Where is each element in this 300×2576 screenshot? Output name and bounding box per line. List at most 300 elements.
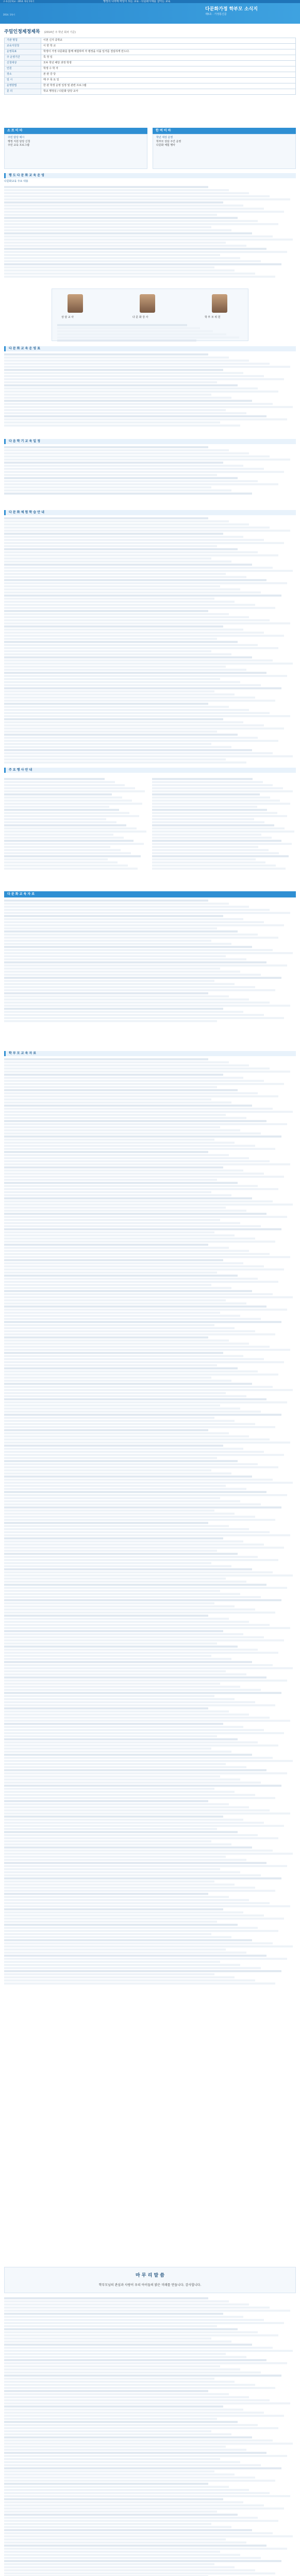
text-line — [4, 1145, 255, 1147]
text-line — [4, 1816, 223, 1818]
text-line — [4, 1748, 211, 1750]
text-line — [4, 2344, 252, 2346]
text-line — [4, 1683, 220, 1685]
text-line — [4, 635, 284, 637]
text-line — [4, 1355, 243, 1357]
text-line — [4, 653, 231, 655]
text-line — [4, 1714, 249, 1716]
text-line — [4, 1911, 243, 1913]
text-line — [4, 1469, 211, 1471]
text-line — [4, 1729, 264, 1731]
text-line — [4, 1754, 252, 1756]
text-line — [4, 1386, 273, 1388]
text-line — [4, 2399, 270, 2401]
text-line — [152, 793, 260, 795]
text-line — [4, 1831, 238, 1833]
text-line — [4, 2316, 243, 2318]
text-line — [4, 1244, 208, 1246]
text-line — [4, 1111, 293, 1113]
text-line — [4, 1581, 246, 1583]
text-line — [4, 539, 264, 541]
text-line — [4, 1454, 284, 1456]
text-line — [4, 2371, 261, 2374]
text-line — [4, 1556, 258, 1558]
text-line — [4, 1627, 290, 1629]
text-line — [4, 459, 290, 461]
text-line — [4, 1080, 264, 1082]
text-line — [4, 977, 281, 979]
text-line — [4, 2458, 220, 2460]
text-line — [4, 1086, 217, 1088]
text-line — [4, 1343, 249, 1345]
text-line — [4, 1599, 281, 1601]
text-line — [4, 2409, 243, 2411]
text-line — [4, 1732, 284, 1734]
text-line — [4, 2341, 231, 2343]
text-line — [4, 2297, 208, 2299]
info-key: 인원 — [5, 66, 41, 72]
text-line — [4, 1871, 240, 1873]
text-line — [4, 955, 226, 957]
text-line — [4, 721, 243, 723]
section-5 — [4, 510, 296, 765]
staff-text — [57, 323, 243, 343]
text-line — [4, 1105, 252, 1107]
info-value: 매 주 목 요 일 — [41, 77, 296, 83]
text-line — [4, 912, 290, 914]
text-line — [4, 1788, 214, 1790]
text-line — [4, 251, 287, 253]
text-line — [4, 2548, 287, 2550]
text-line — [4, 465, 243, 467]
text-line — [4, 582, 287, 584]
text-line — [4, 604, 255, 606]
text-line — [4, 1494, 287, 1496]
text-line — [4, 1559, 278, 1561]
text-line — [4, 821, 116, 823]
text-line — [4, 1707, 208, 1709]
text-line — [4, 2526, 231, 2528]
text-line — [4, 2359, 266, 2361]
text-line — [4, 700, 275, 702]
text-line — [4, 1132, 261, 1134]
text-line — [4, 1002, 270, 1004]
text-line — [4, 1516, 255, 1518]
text-line — [4, 752, 273, 754]
text-line — [4, 576, 246, 578]
text-line — [4, 715, 290, 717]
text-line — [4, 2455, 287, 2457]
text-line — [4, 391, 278, 393]
text-line — [4, 208, 264, 210]
text-line — [4, 1017, 284, 1019]
text-line — [4, 790, 145, 792]
text-line — [4, 1423, 255, 1425]
text-line — [4, 958, 246, 960]
text-line — [4, 1259, 223, 1261]
right-box-sub: 학년 대상 운영 — [156, 136, 173, 139]
text-line — [4, 740, 278, 742]
text-line — [4, 809, 119, 811]
info-key: 장소 — [5, 72, 41, 77]
text-line — [4, 1763, 226, 1765]
right-box-title: 한 여 이 마 — [153, 128, 296, 134]
text-line — [4, 1735, 217, 1737]
text-line — [4, 1299, 226, 1301]
text-line — [4, 1064, 249, 1066]
text-line — [4, 1769, 266, 1771]
text-line — [4, 1772, 287, 1774]
text-line — [4, 1649, 258, 1651]
text-line — [4, 1630, 223, 1632]
text-line — [4, 2303, 249, 2306]
text-line — [4, 455, 270, 457]
text-line — [4, 2452, 266, 2454]
text-line — [4, 2523, 211, 2525]
text-line — [4, 998, 249, 1001]
text-line — [4, 480, 258, 482]
info-row — [5, 60, 296, 66]
text-line — [152, 824, 274, 826]
text-line — [4, 2545, 266, 2547]
text-line — [4, 1166, 223, 1168]
text-line — [4, 232, 252, 234]
text-line — [4, 2331, 258, 2333]
text-line — [4, 952, 293, 954]
text-line — [4, 1791, 235, 1793]
text-line — [4, 1624, 270, 1626]
text-line — [4, 1404, 220, 1406]
text-line — [4, 2334, 278, 2336]
text-line — [4, 1262, 243, 1264]
text-line — [4, 1231, 214, 1233]
text-line — [4, 849, 121, 851]
info-row — [5, 66, 296, 72]
text-line — [4, 1020, 217, 1022]
text-line — [4, 1958, 287, 1960]
text-line — [4, 1952, 246, 1954]
text-line — [152, 784, 273, 786]
text-line — [4, 1077, 243, 1079]
text-line — [4, 1936, 231, 1938]
text-line — [4, 387, 258, 389]
text-line — [4, 1726, 243, 1728]
text-line — [4, 2443, 293, 2445]
text-line — [4, 1819, 243, 1821]
text-line — [4, 1389, 293, 1391]
text-line — [4, 1822, 264, 1824]
text-line — [4, 1621, 249, 1623]
text-line — [4, 1905, 290, 1907]
text-line — [4, 474, 217, 476]
text-line — [4, 743, 211, 745]
text-line — [4, 734, 238, 736]
text-line — [4, 961, 266, 963]
text-line — [4, 1204, 293, 1206]
text-line — [4, 675, 287, 677]
info-value: 모두 학년 해당 과정 학생 — [41, 60, 296, 66]
text-line — [152, 806, 257, 808]
text-line — [4, 1142, 235, 1144]
info-key: 주 운영기간 — [5, 55, 41, 60]
text-line — [4, 217, 238, 219]
text-line — [4, 1809, 270, 1811]
text-line — [4, 1364, 217, 1366]
text-line — [152, 803, 290, 805]
text-line — [4, 1432, 229, 1434]
text-line — [4, 1457, 217, 1459]
text-line — [4, 360, 249, 362]
banner-subtitle: 제5호 · 가정통신문 — [205, 13, 227, 16]
text-line — [4, 1398, 266, 1400]
text-line — [4, 831, 146, 833]
left-box-sub: 주민 담당 예시 — [8, 136, 25, 139]
text-line — [4, 2446, 226, 2448]
text-line — [4, 567, 273, 569]
text-line — [4, 1976, 235, 1978]
text-line — [4, 477, 238, 479]
text-line — [4, 1918, 284, 1920]
text-line — [4, 1806, 249, 1808]
text-line — [4, 1717, 270, 1719]
text-line — [4, 900, 208, 902]
text-line — [4, 2396, 249, 2398]
text-line — [4, 663, 293, 665]
text-line — [4, 1336, 208, 1338]
text-line — [4, 706, 229, 708]
text-line — [4, 2492, 270, 2494]
text-line — [4, 1574, 293, 1577]
text-line — [4, 1136, 281, 1138]
text-line — [4, 727, 284, 730]
text-line — [4, 598, 214, 600]
text-line — [4, 2532, 273, 2534]
text-line — [4, 536, 243, 538]
text-line — [4, 1101, 231, 1104]
text-line — [4, 1290, 252, 1292]
top-bar-left: 구·육성중학교 · 2014. 학년 1학기 — [3, 0, 35, 3]
text-line — [4, 2337, 211, 2340]
right-box — [153, 128, 296, 166]
text-line — [4, 1612, 275, 1614]
section-3-title: 다 문 화 교 육 운 영 표 — [4, 346, 296, 351]
text-line — [4, 1207, 226, 1209]
text-line — [4, 992, 208, 994]
text-line — [4, 517, 208, 519]
text-line — [4, 1766, 246, 1768]
text-line — [4, 1884, 235, 1886]
text-line — [4, 1670, 226, 1672]
text-line — [4, 2347, 273, 2349]
text-line — [57, 330, 213, 332]
text-line — [4, 1126, 220, 1128]
text-line — [4, 1642, 217, 1645]
section-3 — [4, 346, 296, 428]
text-line — [4, 1896, 229, 1898]
text-line — [4, 1256, 290, 1258]
info-value: 본 관 강 당 — [41, 72, 296, 77]
right-box-item-2: 다문화 체험 행사 — [156, 144, 175, 147]
text-line — [4, 2424, 258, 2426]
text-line — [4, 669, 246, 671]
text-line — [4, 1330, 255, 1332]
text-line — [4, 235, 273, 238]
text-line — [4, 1098, 211, 1100]
text-line — [4, 1738, 238, 1740]
text-line — [4, 214, 217, 216]
text-line — [4, 1401, 287, 1403]
info-row — [5, 43, 296, 49]
text-line — [4, 1117, 246, 1119]
text-line — [4, 579, 266, 581]
section-6-right — [152, 777, 296, 871]
text-line — [4, 1108, 273, 1110]
text-line — [4, 561, 231, 563]
info-row — [5, 83, 296, 89]
text-line — [4, 545, 217, 547]
text-line — [4, 1902, 270, 1904]
info-key: 문 의 — [5, 89, 41, 94]
text-line — [4, 1862, 266, 1864]
text-line — [4, 1333, 275, 1335]
text-line — [4, 903, 229, 905]
text-line — [4, 263, 281, 265]
text-line — [4, 446, 208, 448]
text-line — [4, 375, 264, 377]
text-line — [4, 551, 258, 553]
text-line — [4, 1445, 223, 1447]
text-line — [4, 425, 240, 427]
section-4-rows — [4, 446, 296, 495]
text-line — [4, 409, 226, 411]
text-line — [4, 852, 131, 854]
text-line — [4, 737, 258, 739]
text-line — [4, 601, 235, 603]
text-line — [4, 2511, 217, 2513]
text-line — [4, 201, 223, 204]
text-line — [4, 2507, 284, 2510]
text-line — [4, 1426, 275, 1428]
text-line — [4, 1605, 235, 1607]
text-line — [57, 324, 187, 326]
text-line — [4, 1874, 261, 1876]
text-line — [4, 273, 255, 275]
text-line — [4, 2566, 235, 2568]
text-line — [4, 1856, 226, 1858]
text-line — [4, 1979, 255, 1981]
staff-photo-3 — [212, 294, 227, 313]
section-6-left — [4, 777, 148, 871]
text-line — [4, 1250, 249, 1252]
text-line — [4, 1327, 235, 1329]
closing-section — [4, 2267, 296, 2576]
text-line — [4, 2412, 264, 2414]
text-line — [4, 2557, 261, 2559]
text-line — [4, 421, 220, 423]
text-line — [152, 815, 287, 817]
text-line — [4, 223, 278, 225]
text-line — [4, 1346, 270, 1348]
text-line — [4, 1482, 293, 1484]
text-line — [4, 384, 238, 386]
text-line — [4, 1778, 240, 1781]
text-line — [4, 1281, 278, 1283]
text-line — [4, 1472, 231, 1475]
text-line — [4, 1210, 246, 1212]
text-line — [4, 787, 135, 789]
info-key: 교육지원청 — [5, 43, 41, 49]
text-line — [4, 1562, 211, 1564]
text-line — [4, 1880, 214, 1883]
text-line — [152, 861, 265, 863]
text-line — [4, 1930, 278, 1932]
text-line — [4, 1479, 273, 1481]
text-line — [4, 1899, 249, 1901]
text-line — [4, 1058, 208, 1060]
text-line — [4, 1293, 273, 1295]
text-line — [4, 865, 128, 867]
text-line — [4, 800, 132, 802]
text-line — [4, 1414, 281, 1416]
text-line — [4, 2467, 281, 2469]
left-box-item-2: 주민 교육 프로그램 — [8, 144, 29, 147]
text-line — [4, 1154, 229, 1156]
text-line — [4, 1720, 290, 1722]
text-line — [4, 254, 220, 256]
text-line — [4, 1188, 278, 1190]
text-line — [4, 2421, 238, 2423]
text-line — [4, 1955, 266, 1957]
text-line — [4, 1253, 270, 1255]
banner-title: 다문화가정 학부모 소식지 — [205, 7, 258, 12]
section-5-title: 다 문 화 체 험 학 습 안 내 — [4, 510, 296, 515]
text-line — [4, 2310, 290, 2312]
staff-photo-2 — [140, 294, 155, 313]
text-line — [4, 1967, 261, 1969]
text-line — [4, 489, 231, 492]
text-line — [4, 927, 217, 929]
text-line — [4, 1222, 240, 1224]
text-line — [4, 486, 211, 488]
text-line — [4, 1565, 231, 1567]
text-line — [57, 327, 200, 329]
info-row — [5, 38, 296, 43]
text-line — [4, 1908, 223, 1910]
text-line — [4, 2489, 249, 2491]
text-line — [152, 790, 293, 792]
text-line — [4, 412, 246, 414]
text-line — [4, 681, 240, 683]
text-line — [4, 1578, 226, 1580]
text-line — [152, 778, 253, 780]
intro-section — [4, 29, 296, 95]
text-line — [4, 1652, 278, 1654]
text-line — [4, 2402, 290, 2404]
text-line — [4, 394, 211, 396]
text-line — [4, 1843, 231, 1845]
text-line — [4, 1268, 284, 1270]
text-line — [4, 827, 137, 829]
text-line — [4, 934, 258, 936]
text-line — [4, 2328, 238, 2330]
text-line — [4, 198, 290, 200]
text-line — [4, 1544, 264, 1546]
text-line — [4, 1234, 235, 1236]
text-line — [4, 1488, 246, 1490]
text-line — [4, 1148, 275, 1150]
text-line — [4, 557, 211, 560]
text-line — [4, 1751, 231, 1753]
